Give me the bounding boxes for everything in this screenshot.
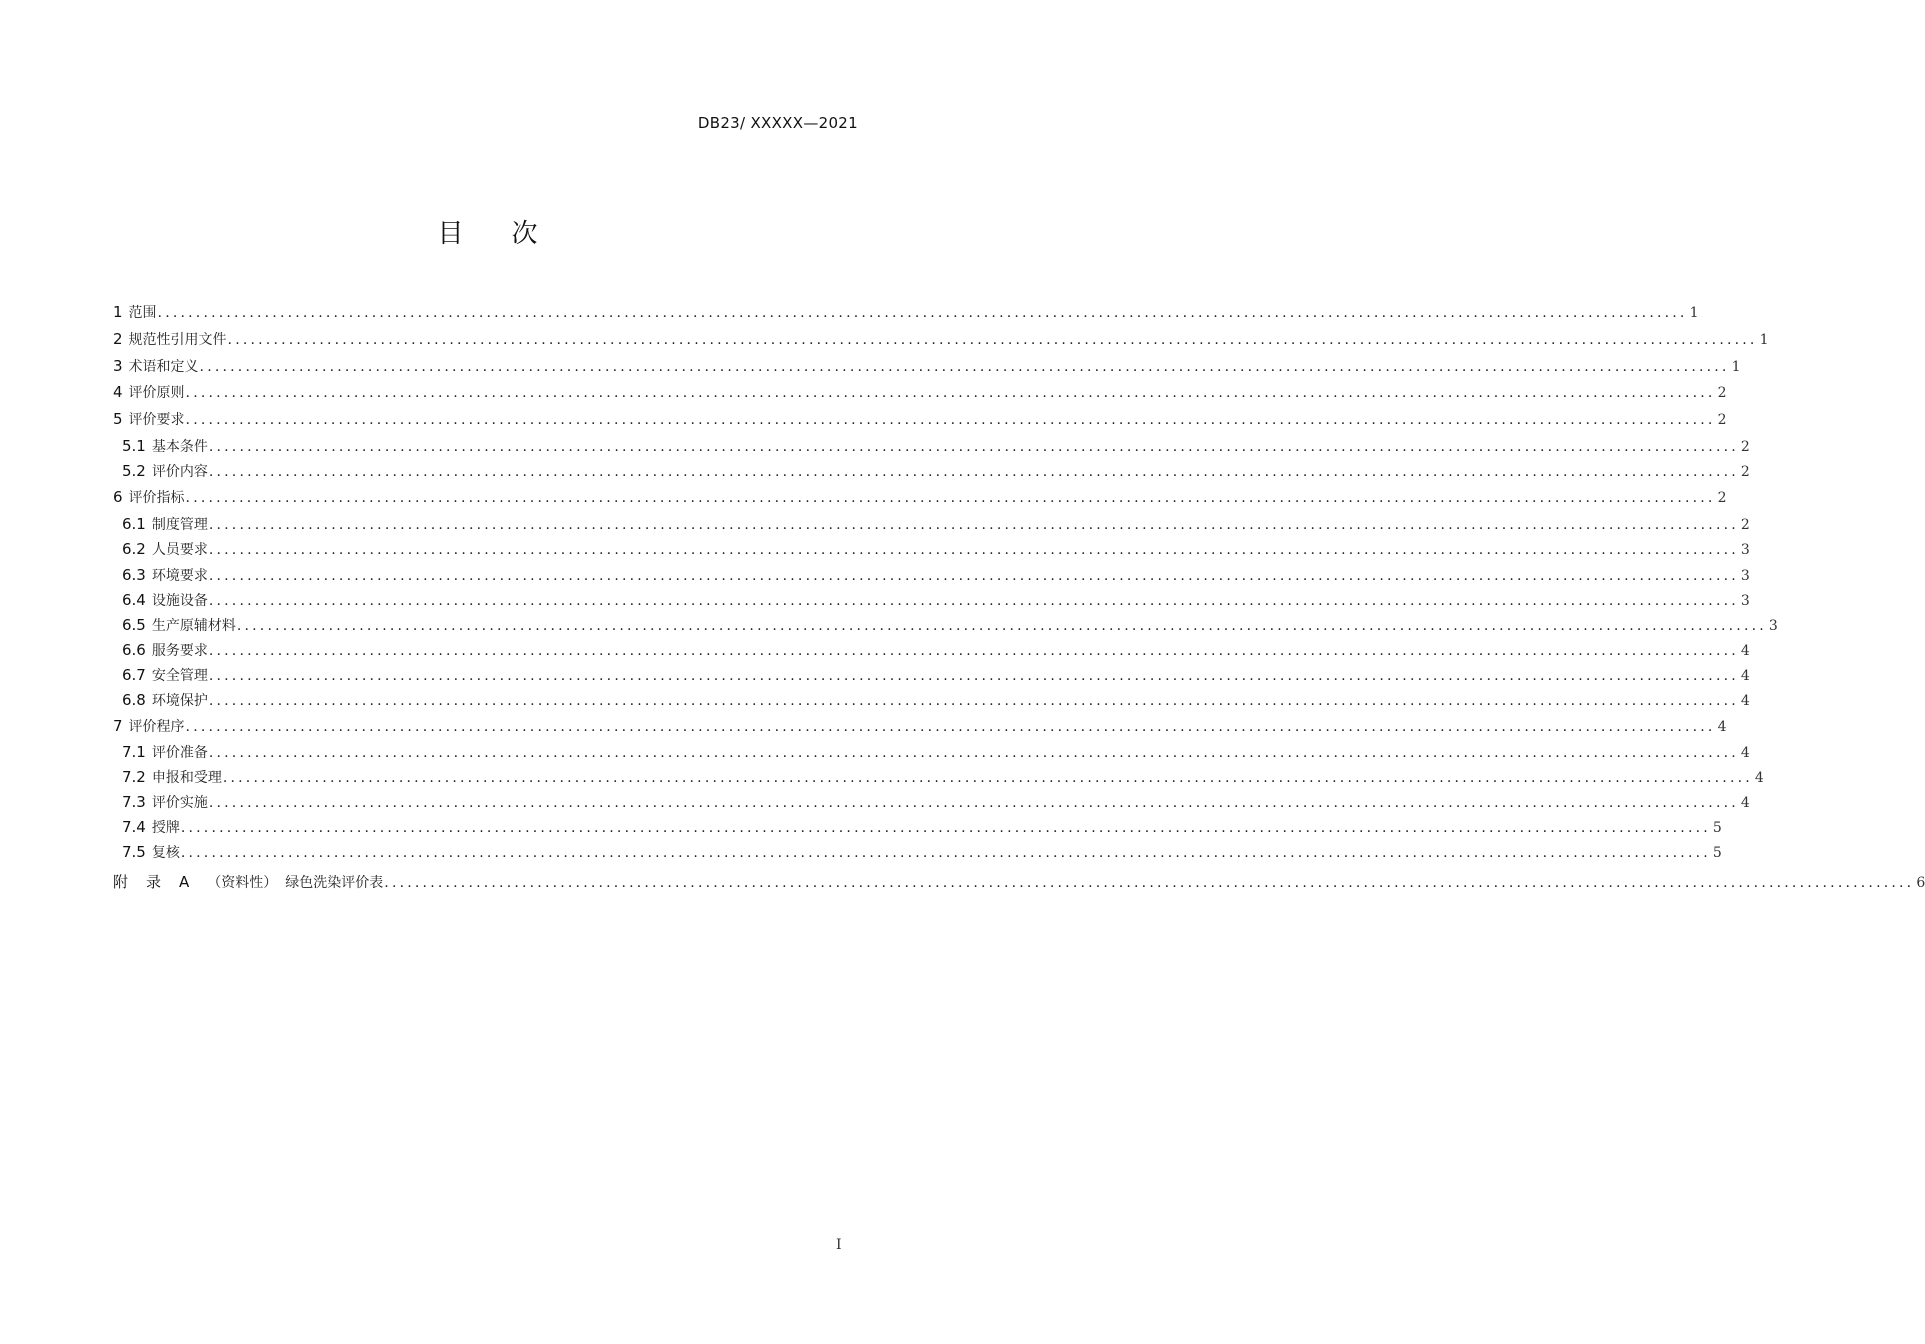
- toc-entry-number: 6.2: [122, 540, 146, 558]
- toc-entry-label: 评价要求: [128, 412, 185, 428]
- toc-leader-dots: ........................................................................................................................................................................................................: [185, 490, 1716, 506]
- toc-leader-dots: ........................................................................................................................................................................................................: [208, 643, 1739, 659]
- toc-entry-label: 制度管理: [151, 517, 208, 533]
- toc-entry-number: 2: [113, 330, 123, 348]
- toc-entry-page: 5: [1712, 845, 1722, 861]
- toc-entry[interactable]: [113, 356, 1741, 376]
- toc-entry-number: 5.2: [122, 462, 146, 480]
- toc-entry-label: 术语和定义: [128, 359, 199, 375]
- toc-entry-label: 评价程序: [128, 719, 185, 735]
- appendix-prefix-1: 附: [113, 873, 129, 891]
- toc-entry-page: 4: [1740, 795, 1750, 811]
- toc-entry-page: 3: [1740, 542, 1750, 558]
- toc-entry-page: 2: [1740, 464, 1750, 480]
- toc-entry[interactable]: [122, 590, 1750, 610]
- toc-entry[interactable]: [113, 487, 1727, 507]
- appendix-label: 绿色洗染评价表: [285, 875, 384, 891]
- toc-leader-dots: ........................................................................................................................................................................................................: [222, 770, 1753, 786]
- toc-entry-page: 1: [1759, 332, 1769, 348]
- toc-leader-dots: ........................................................................................................................................................................................................: [208, 542, 1739, 558]
- appendix-prefix-2: 录: [146, 873, 162, 891]
- toc-entry-number: 7.4: [122, 818, 146, 836]
- toc-entry-page: 3: [1740, 593, 1750, 609]
- toc-entry-number: 7: [113, 717, 123, 735]
- toc-leader-dots: ........................................................................................................................................................................................................: [208, 568, 1739, 584]
- appendix-letter: A: [179, 873, 190, 891]
- toc-entry-number: 6.5: [122, 616, 146, 634]
- toc-entry[interactable]: [122, 665, 1750, 685]
- toc-entry[interactable]: [113, 329, 1769, 349]
- toc-entry-number: 6.6: [122, 641, 146, 659]
- toc-entry-number: 7.1: [122, 743, 146, 761]
- toc-entry-page: 1: [1689, 305, 1699, 321]
- toc-entry[interactable]: [122, 842, 1722, 862]
- toc-leader-dots: ........................................................................................................................................................................................................: [208, 795, 1739, 811]
- title-char-2: 次: [511, 219, 538, 249]
- toc-entry-label: 授牌: [151, 820, 180, 836]
- page-title: [0, 213, 975, 250]
- toc-entry-label: 环境要求: [151, 568, 208, 584]
- toc-entry[interactable]: [122, 817, 1722, 837]
- toc-entry-page: 4: [1754, 770, 1764, 786]
- toc-leader-dots: ........................................................................................................................................................................................................: [208, 439, 1739, 455]
- toc-entry-label: 规范性引用文件: [128, 332, 227, 348]
- toc-entry-label: 人员要求: [151, 542, 208, 558]
- toc-leader-dots: ........................................................................................................................................................................................................: [208, 464, 1739, 480]
- toc-entry-appendix[interactable]: [113, 871, 1925, 891]
- toc-entry-number: 4: [113, 383, 123, 401]
- toc-entry-label: 评价原则: [128, 385, 185, 401]
- toc-entry-label: 复核: [151, 845, 180, 861]
- toc-entry[interactable]: [122, 742, 1750, 762]
- toc-entry-number: 6.7: [122, 666, 146, 684]
- toc-entry[interactable]: [122, 615, 1778, 635]
- toc-entry-label: 评价内容: [151, 464, 208, 480]
- toc-entry[interactable]: [113, 302, 1699, 322]
- toc-entry[interactable]: [122, 514, 1750, 534]
- toc-entry-number: 6.3: [122, 566, 146, 584]
- toc-entry-label: 环境保护: [151, 693, 208, 709]
- toc-entry-page: 4: [1740, 693, 1750, 709]
- toc-leader-dots: ........................................................................................................................................................................................................: [208, 693, 1739, 709]
- toc-leader-dots: ........................................................................................................................................................................................................: [157, 305, 1688, 321]
- toc-entry-page: 2: [1740, 439, 1750, 455]
- toc-entry[interactable]: [122, 767, 1764, 787]
- toc-entry[interactable]: [113, 382, 1727, 402]
- toc-entry-label: 评价指标: [128, 490, 185, 506]
- toc-leader-dots: ........................................................................................................................................................................................................: [384, 875, 1915, 891]
- toc-entry-label: 基本条件: [151, 439, 208, 455]
- toc-leader-dots: ........................................................................................................................................................................................................: [208, 668, 1739, 684]
- toc-leader-dots: ........................................................................................................................................................................................................: [208, 517, 1739, 533]
- toc-entry-page: 2: [1740, 517, 1750, 533]
- page-number: I: [836, 1237, 842, 1253]
- toc-entry-page: 2: [1717, 385, 1727, 401]
- toc-entry-page: 4: [1740, 745, 1750, 761]
- toc-entry-page: 4: [1740, 668, 1750, 684]
- toc-entry-label: 评价实施: [151, 795, 208, 811]
- toc-entry-label: 生产原辅材料: [151, 618, 236, 634]
- toc-entry-page: 4: [1717, 719, 1727, 735]
- toc-entry[interactable]: [122, 690, 1750, 710]
- toc-entry-label: 范围: [128, 305, 157, 321]
- toc-entry[interactable]: [122, 792, 1750, 812]
- toc-entry[interactable]: [122, 565, 1750, 585]
- toc-entry[interactable]: [122, 436, 1750, 456]
- toc-entry[interactable]: [113, 716, 1727, 736]
- toc-entry-page: 1: [1731, 359, 1741, 375]
- toc-entry-page: 3: [1768, 618, 1778, 634]
- toc-entry-number: 3: [113, 357, 123, 375]
- toc-entry-page: 2: [1717, 490, 1727, 506]
- toc-leader-dots: ........................................................................................................................................................................................................: [208, 593, 1739, 609]
- toc-leader-dots: ........................................................................................................................................................................................................: [208, 745, 1739, 761]
- toc-entry-label: 设施设备: [151, 593, 208, 609]
- toc-entry-page: 4: [1740, 643, 1750, 659]
- toc-entry-label: 服务要求: [151, 643, 208, 659]
- toc-leader-dots: ........................................................................................................................................................................................................: [227, 332, 1758, 348]
- toc-leader-dots: ........................................................................................................................................................................................................: [180, 820, 1711, 836]
- toc-entry-label: 评价准备: [151, 745, 208, 761]
- toc-entry-number: 6.8: [122, 691, 146, 709]
- toc-entry[interactable]: [122, 640, 1750, 660]
- toc-entry-number: 1: [113, 303, 123, 321]
- appendix-page: 6: [1916, 875, 1925, 891]
- toc-leader-dots: ........................................................................................................................................................................................................: [185, 412, 1716, 428]
- appendix-kind: （资料性）: [207, 875, 278, 891]
- toc-entry-number: 7.5: [122, 843, 146, 861]
- toc-entry[interactable]: [122, 539, 1750, 559]
- toc-entry-number: 5: [113, 410, 123, 428]
- toc-entry[interactable]: [122, 461, 1750, 481]
- toc-entry-number: 6.1: [122, 515, 146, 533]
- title-char-1: 目: [437, 219, 464, 249]
- toc-entry-number: 6: [113, 488, 123, 506]
- toc-entry-page: 2: [1717, 412, 1727, 428]
- toc-entry[interactable]: [113, 409, 1727, 429]
- toc-entry-number: 7.3: [122, 793, 146, 811]
- toc-entry-label: 安全管理: [151, 668, 208, 684]
- toc-entry-number: 5.1: [122, 437, 146, 455]
- toc-entry-page: 5: [1712, 820, 1722, 836]
- toc-leader-dots: ........................................................................................................................................................................................................: [185, 385, 1716, 401]
- toc-leader-dots: ........................................................................................................................................................................................................: [185, 719, 1716, 735]
- toc-entry-label: 申报和受理: [151, 770, 222, 786]
- toc-entry-page: 3: [1740, 568, 1750, 584]
- toc-leader-dots: ........................................................................................................................................................................................................: [180, 845, 1711, 861]
- toc-leader-dots: ........................................................................................................................................................................................................: [199, 359, 1730, 375]
- toc-entry-number: 6.4: [122, 591, 146, 609]
- document-code: DB23/ XXXXX—2021: [697, 114, 858, 132]
- toc-entry-number: 7.2: [122, 768, 146, 786]
- toc-leader-dots: ........................................................................................................................................................................................................: [236, 618, 1767, 634]
